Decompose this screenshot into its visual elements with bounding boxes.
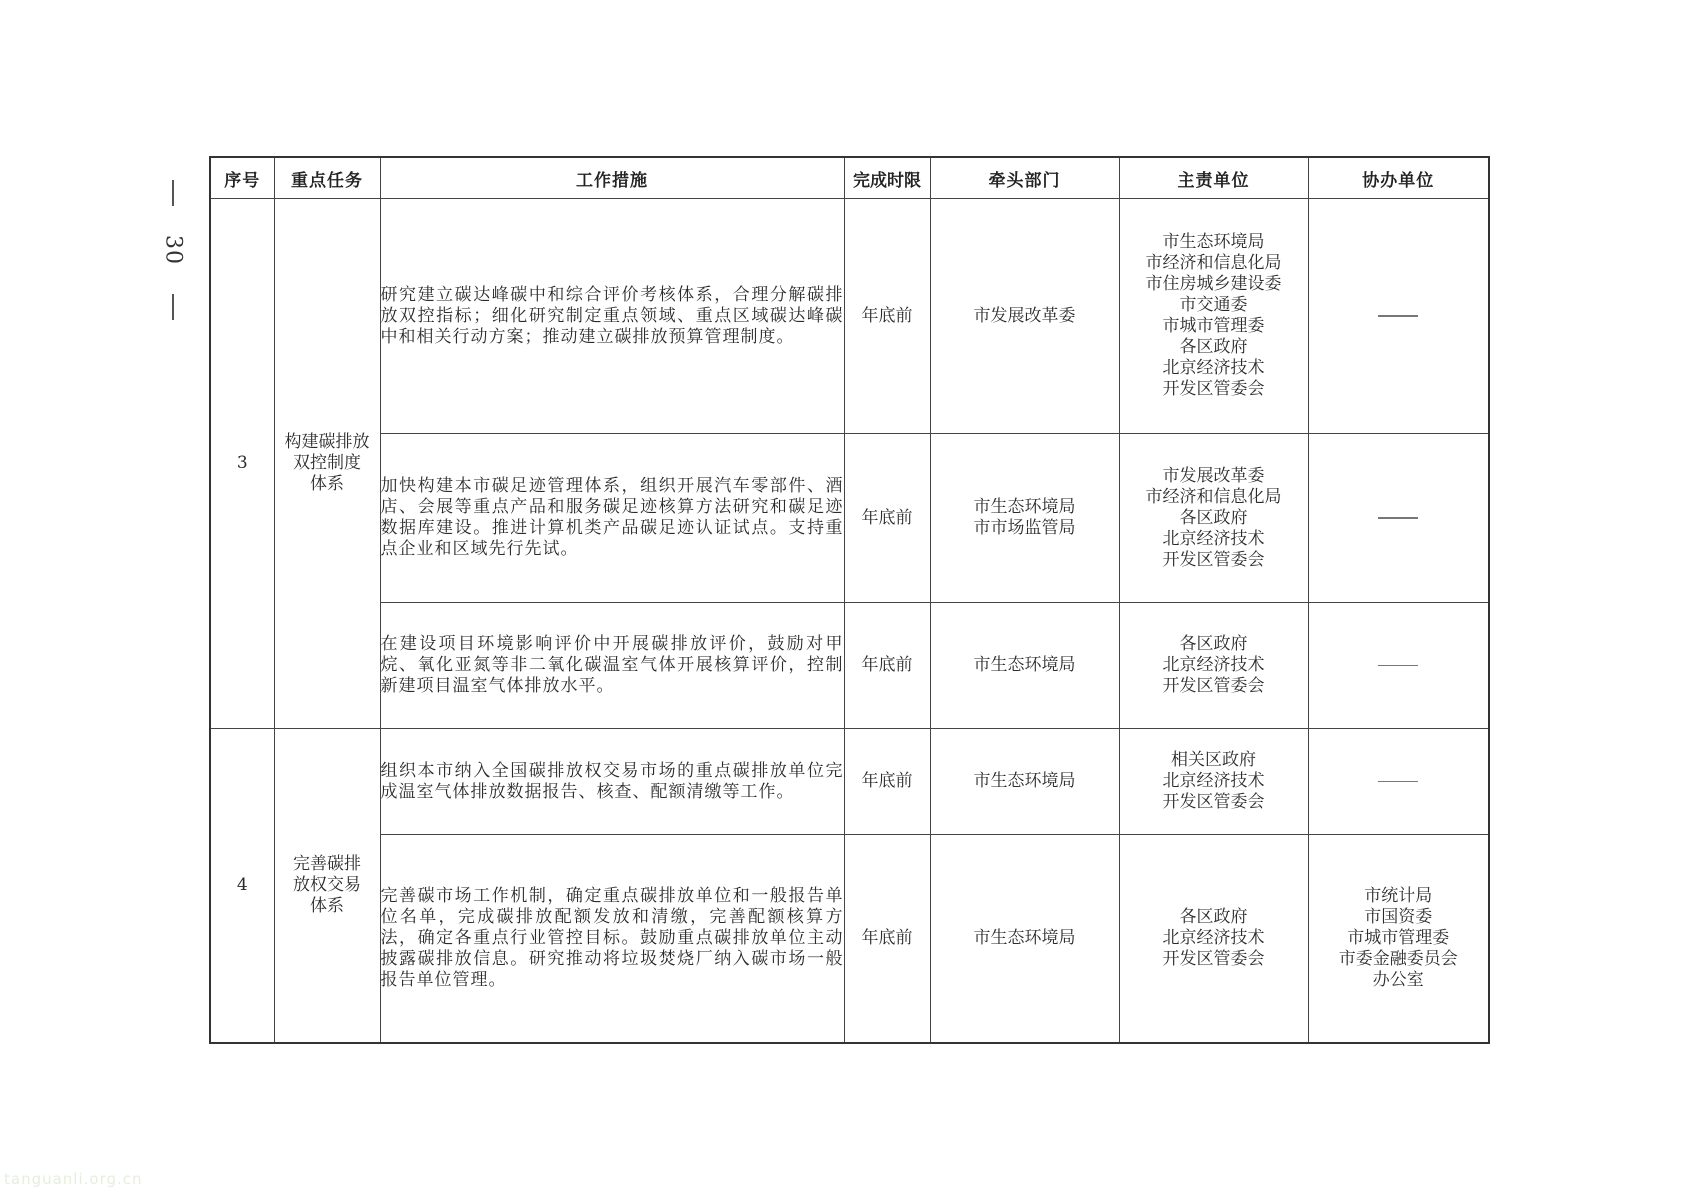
work-measure: 完善碳市场工作机制，确定重点碳排放单位和一般报告单位名单，完成碳排放配额发放和清缴，完善配额核算方法，确定各重点行业管控目标。鼓励重点碳排放单位主动披露碳排放信息。研究推动将垃圾焚烧厂纳入碳市场一般报告单位管理。 [380, 835, 844, 1043]
unit-line: 市交通委 [1179, 295, 1248, 315]
key-task [274, 729, 380, 1043]
unit-line: 相关区政府 [1171, 750, 1256, 770]
table-row [210, 199, 1489, 434]
unit-line: 市发展改革委 [973, 305, 1076, 326]
main-unit [1119, 603, 1308, 729]
assist-unit [1308, 835, 1489, 1043]
unit-line: 各区政府 [1179, 634, 1248, 654]
assist-unit [1308, 729, 1489, 835]
header-deadline: 完成时限 [844, 157, 930, 199]
unit-line: 市经济和信息化局 [1145, 253, 1282, 273]
unit-line: 各区政府 [1179, 507, 1248, 528]
work-measure: 加快构建本市碳足迹管理体系，组织开展汽车零部件、酒店、会展等重点产品和服务碳足迹核算方法研究和碳足迹数据库建设。推进计算机类产品碳足迹认证试点。支持重点企业和区域先行先试。 [380, 434, 844, 603]
deadline: 年底前 [844, 603, 930, 729]
unit-line: 开发区管委会 [1162, 948, 1265, 969]
assist-unit [1308, 603, 1489, 729]
unit-line: 各区政府 [1179, 906, 1248, 927]
unit-line: 市住房城乡建设委 [1145, 274, 1282, 294]
table-row [210, 434, 1489, 603]
empty-dash [1378, 781, 1418, 783]
unit-line: 北京经济技术 [1162, 655, 1265, 675]
main-unit [1119, 199, 1308, 434]
header-measures: 工作措施 [380, 157, 844, 199]
unit-line: 开发区管委会 [1162, 676, 1265, 696]
row-index: 3 [210, 199, 274, 729]
lead-dept [930, 835, 1119, 1043]
unit-line: 开发区管委会 [1162, 549, 1265, 570]
unit-line: 市生态环境局 [1162, 232, 1265, 252]
deadline: 年底前 [844, 835, 930, 1043]
table-header-row [210, 157, 1489, 199]
work-measure: 研究建立碳达峰碳中和综合评价考核体系，合理分解碳排放双控指标；细化研究制定重点领域、重点区域碳达峰碳中和相关行动方案；推动建立碳排放预算管理制度。 [380, 199, 844, 434]
key-task-line: 双控制度 [293, 453, 361, 473]
unit-line: 市国资委 [1364, 906, 1433, 927]
table-row [210, 603, 1489, 729]
main-unit [1119, 434, 1308, 603]
header-assist-unit: 协办单位 [1308, 157, 1489, 199]
deadline: 年底前 [844, 199, 930, 434]
lead-dept [930, 199, 1119, 434]
deadline: 年底前 [844, 434, 930, 603]
key-task-line: 构建碳排放 [284, 432, 370, 452]
unit-line: 市统计局 [1364, 885, 1433, 906]
unit-line: 北京经济技术 [1162, 358, 1265, 378]
lead-dept [930, 434, 1119, 603]
unit-line: 开发区管委会 [1162, 379, 1265, 399]
unit-line: 市生态环境局 [973, 927, 1076, 948]
unit-line: 北京经济技术 [1162, 528, 1265, 549]
unit-line: 市发展改革委 [1162, 465, 1265, 486]
work-measure: 在建设项目环境影响评价中开展碳排放评价，鼓励对甲烷、氧化亚氮等非二氧化碳温室气体开展核算评价，控制新建项目温室气体排放水平。 [380, 603, 844, 729]
unit-line: 北京经济技术 [1162, 927, 1265, 948]
page-number-dash-bottom [172, 294, 174, 320]
deadline: 年底前 [844, 729, 930, 835]
unit-line: 市市场监管局 [973, 518, 1076, 538]
key-task-line: 完善碳排 [293, 853, 361, 874]
key-task [274, 199, 380, 729]
key-task-line: 放权交易 [293, 874, 361, 895]
assist-unit [1308, 434, 1489, 603]
table-row [210, 835, 1489, 1043]
unit-line: 市城市管理委 [1347, 927, 1450, 948]
unit-line: 各区政府 [1179, 337, 1248, 357]
header-index: 序号 [210, 157, 274, 199]
unit-line: 市生态环境局 [973, 497, 1076, 517]
unit-line: 北京经济技术 [1162, 771, 1265, 791]
empty-dash [1378, 315, 1418, 317]
page-number-text: 30 [160, 235, 186, 265]
watermark: tanguanli.org.cn [4, 1170, 143, 1188]
page-number-dash-top [172, 180, 174, 206]
empty-dash [1378, 517, 1418, 519]
unit-line: 开发区管委会 [1162, 792, 1265, 812]
unit-line: 办公室 [1372, 969, 1424, 990]
unit-line: 市经济和信息化局 [1145, 486, 1282, 507]
unit-line: 市生态环境局 [973, 655, 1076, 675]
unit-line: 市委金融委员会 [1338, 948, 1458, 969]
row-index: 4 [210, 729, 274, 1043]
lead-dept [930, 603, 1119, 729]
table-row [210, 729, 1489, 835]
assist-unit [1308, 199, 1489, 434]
main-unit [1119, 729, 1308, 835]
unit-line: 市城市管理委 [1162, 316, 1265, 336]
empty-dash [1378, 665, 1418, 667]
unit-line: 市生态环境局 [973, 771, 1076, 791]
key-task-line: 体系 [310, 895, 344, 916]
key-task-line: 体系 [310, 474, 344, 494]
header-lead-dept: 牵头部门 [930, 157, 1119, 199]
page-number [158, 180, 188, 320]
header-key-task: 重点任务 [274, 157, 380, 199]
task-table [209, 156, 1490, 1044]
header-main-unit: 主责单位 [1119, 157, 1308, 199]
lead-dept [930, 729, 1119, 835]
work-measure: 组织本市纳入全国碳排放权交易市场的重点碳排放单位完成温室气体排放数据报告、核查、配额清缴等工作。 [380, 729, 844, 835]
main-unit [1119, 835, 1308, 1043]
